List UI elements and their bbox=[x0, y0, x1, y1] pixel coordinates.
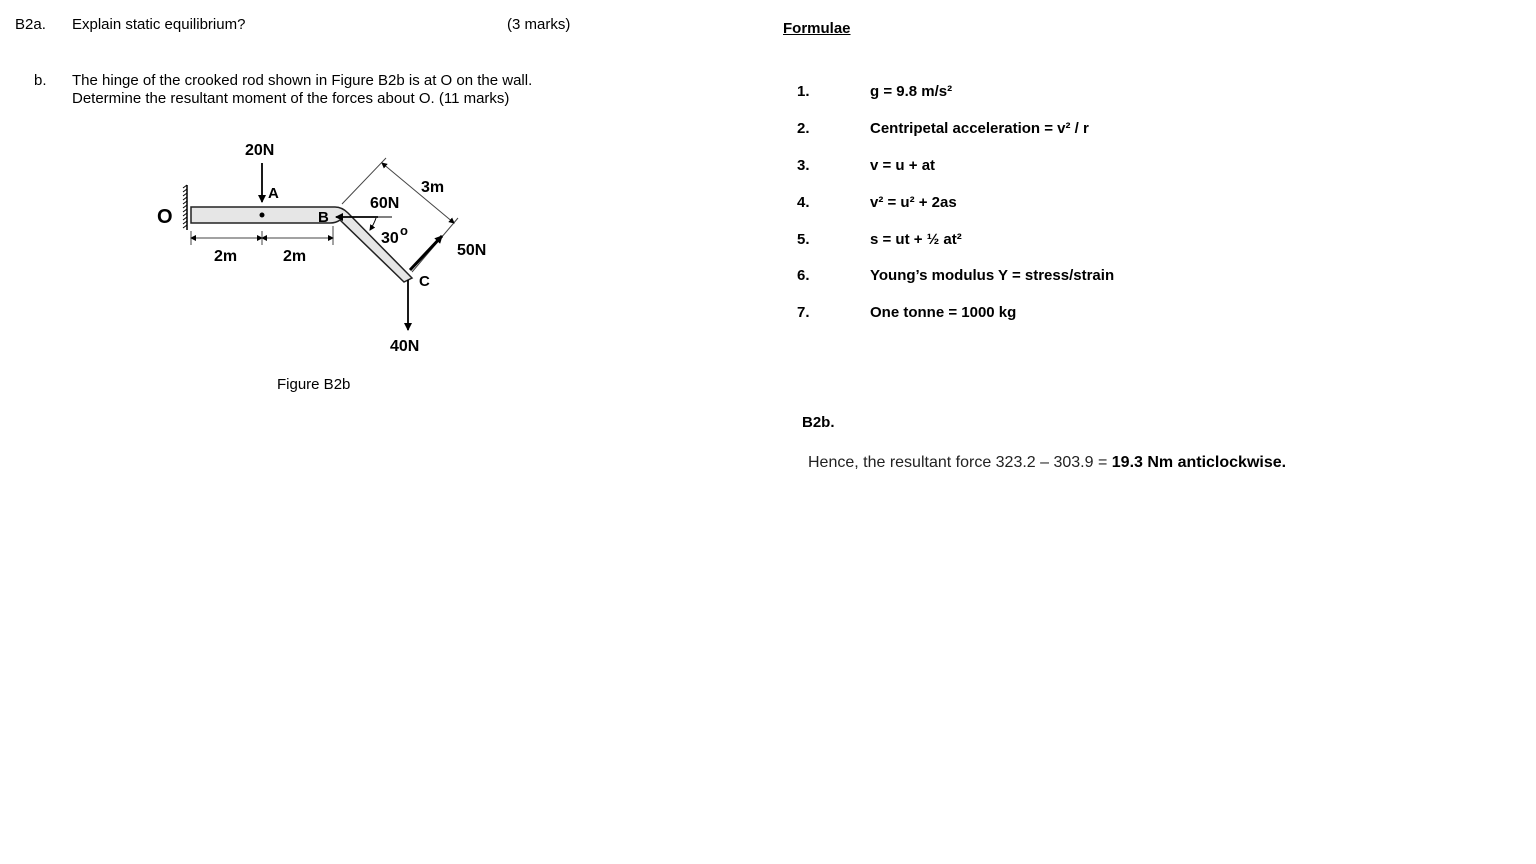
angle-label: 30 bbox=[381, 230, 399, 247]
force-50n-arrow bbox=[410, 236, 442, 270]
angle-degree-label: o bbox=[400, 223, 408, 238]
dim-3m-label: 3m bbox=[421, 179, 445, 196]
formula-text: Centripetal acceleration = v² / r bbox=[870, 120, 1089, 137]
point-c-label: C bbox=[419, 273, 430, 290]
formula-number: 3. bbox=[797, 157, 810, 174]
force-20n-label: 20N bbox=[245, 142, 275, 159]
dimension-2m-lines bbox=[191, 226, 333, 245]
point-b-label: B bbox=[318, 209, 329, 226]
question-a-marks: (3 marks) bbox=[507, 16, 571, 33]
formula-text: g = 9.8 m/s² bbox=[870, 83, 953, 100]
wall-hatch bbox=[183, 185, 187, 230]
formula-number: 4. bbox=[797, 194, 810, 211]
formula-number: 5. bbox=[797, 231, 810, 248]
formula-number: 2. bbox=[797, 120, 810, 137]
formula-number: 6. bbox=[797, 267, 810, 284]
formulae-title: Formulae bbox=[783, 20, 851, 37]
force-50n-label: 50N bbox=[457, 242, 487, 259]
question-a-text: Explain static equilibrium? bbox=[72, 16, 246, 33]
answer-heading: B2b. bbox=[802, 414, 835, 431]
point-a-dot bbox=[260, 213, 265, 218]
question-b-line1: The hinge of the crooked rod shown in Figure B2b is at O on the wall. bbox=[72, 72, 533, 89]
figure-caption: Figure B2b bbox=[277, 376, 351, 393]
angle-arc bbox=[370, 218, 376, 230]
formula-text: v² = u² + 2as bbox=[870, 194, 957, 211]
dimension-3m-line bbox=[342, 158, 458, 272]
force-60n-label: 60N bbox=[370, 195, 400, 212]
formula-text: v = u + at bbox=[870, 157, 936, 174]
point-o-label: O bbox=[157, 206, 173, 228]
answer-result: 19.3 Nm anticlockwise. bbox=[1111, 454, 1287, 471]
question-b-label: b. bbox=[34, 72, 47, 89]
crooked-rod bbox=[191, 207, 412, 282]
answer-prefix: Hence, the resultant force 323.2 – 303.9 = bbox=[808, 454, 1112, 471]
point-a-label: A bbox=[268, 185, 279, 202]
question-a-label: B2a. bbox=[15, 16, 46, 33]
formula-text: One tonne = 1000 kg bbox=[870, 304, 1017, 321]
formula-text: Young’s modulus Y = stress/strain bbox=[870, 267, 1115, 284]
formula-text: s = ut + ½ at² bbox=[870, 231, 962, 248]
force-40n-label: 40N bbox=[390, 338, 420, 355]
question-b-line2: Determine the resultant moment of the forces about O. (11 marks) bbox=[72, 90, 510, 107]
dim-2m-right-label: 2m bbox=[283, 248, 307, 265]
formula-number: 1. bbox=[797, 83, 810, 100]
figure-b2b-diagram bbox=[150, 130, 510, 370]
formula-number: 7. bbox=[797, 304, 810, 321]
dim-2m-left-label: 2m bbox=[214, 248, 238, 265]
answer-text bbox=[808, 454, 1286, 472]
